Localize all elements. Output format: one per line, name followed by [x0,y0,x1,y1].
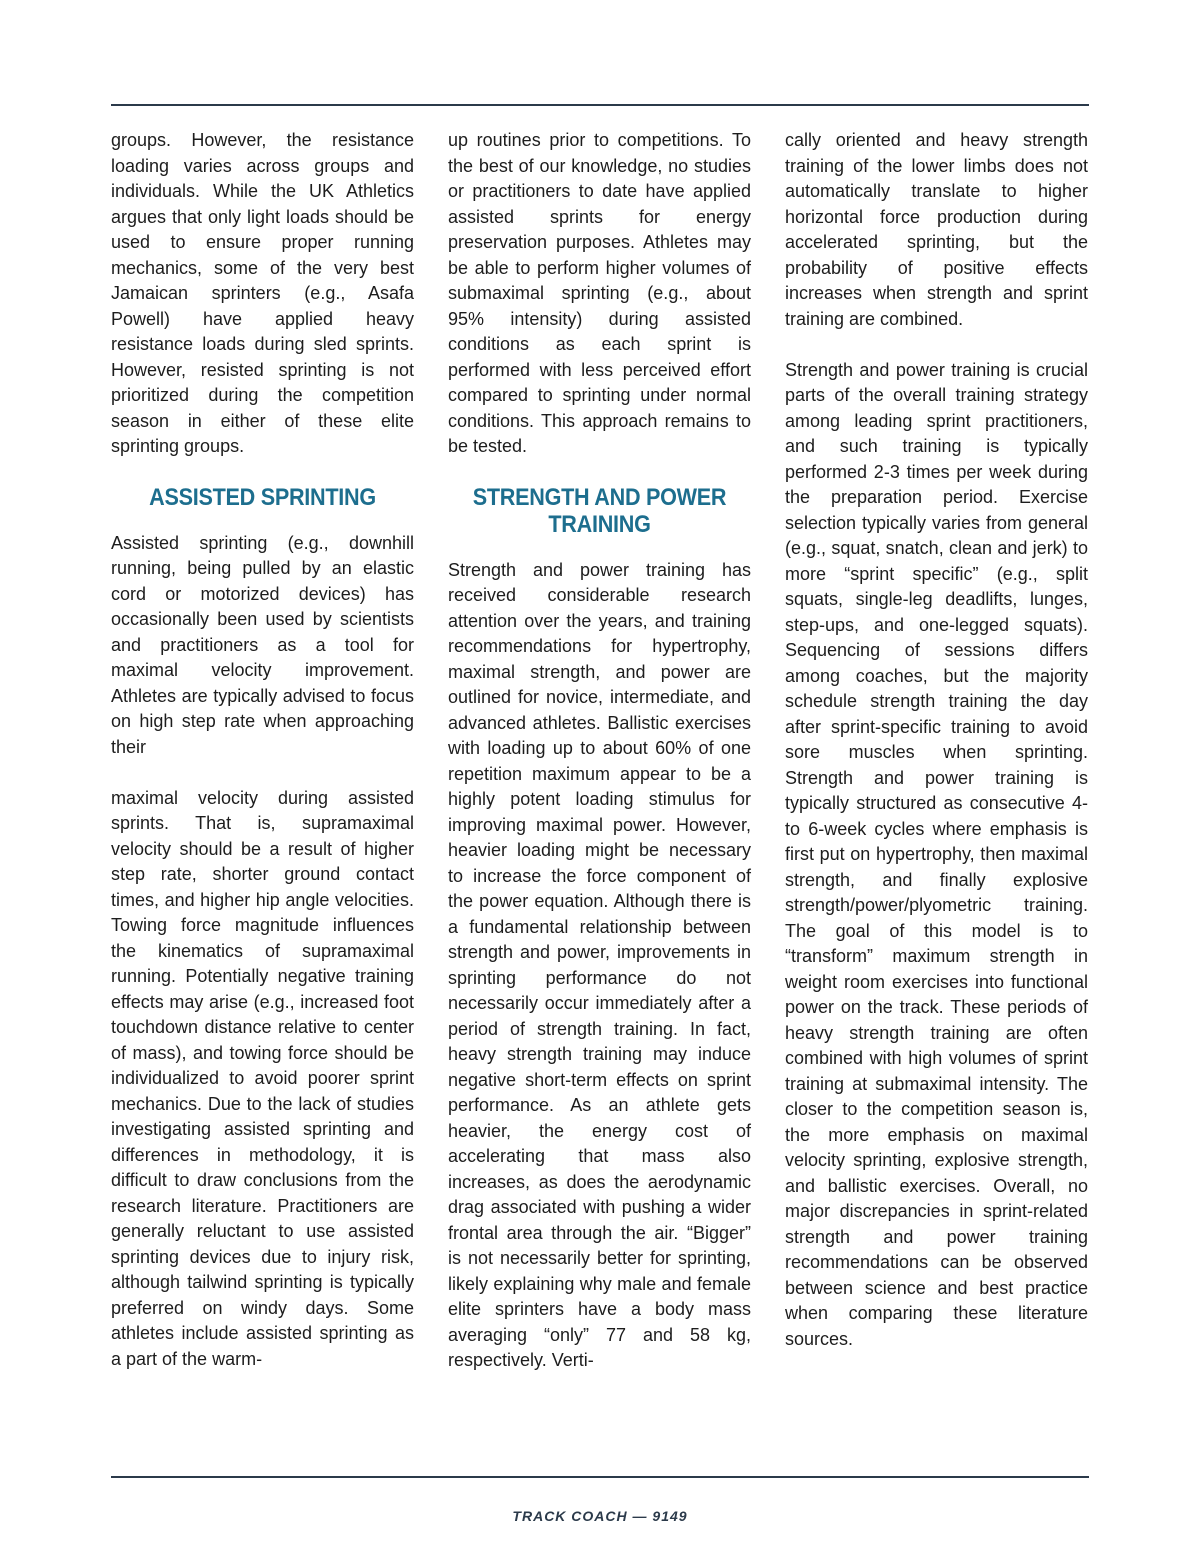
section-heading-strength-and-power-training: STRENGTH AND POWER TRAINING [472,483,727,538]
column2-paragraph-1: up routines prior to competitions. To the best of our knowledge, no studies or practitioners to date have applied assisted sprints for energy preservation purposes. Athletes may be able to perform higher volumes of submaximal sprinting (e.g., about 95% intensity) during assisted conditions as each sprint is performed with less perceived effort compared to sprinting under normal conditions. This approach remains to be tested. [448,130,751,456]
section-heading-assisted-sprinting: ASSISTED SPRINTING [149,483,376,511]
column1-paragraph-2: Assisted sprinting (e.g., downhill running, being pulled by an elastic cord or motorized devices) has occasionally been used by scientists and practitioners as a tool for maximal velocity improvement. Athletes are typically advised to focus on high step rate when approaching their [111,532,414,757]
bottom-rule [111,1476,1089,1478]
article-column-1 [111,128,414,1372]
column3-paragraph-2: Strength and power training is crucial parts of the overall training strategy among leading sprint practitioners, and such training is typically performed 2-3 times per week during the preparation period. Exercise selection typically varies from general (e.g., squat, snatch, clean and jerk) to more “sprint specific” (e.g., split squats, single-leg deadlifts, lunges, step-ups, and one-legged squats). Sequencing of sessions differs among coaches, but the majority schedule strength training the day after sprint-specific training to avoid sore muscles when sprinting. Strength and power training is typically structured as consecutive 4- to 6-week cycles where emphasis is first put on hypertrophy, then maximal strength, and finally explosive strength/power/plyometric training. The goal of this model is to “transform” maximum strength in weight room exercises into functional power on the track. These periods of heavy strength training are often combined with high volumes of sprint training at submaximal intensity. The closer to the competition season is, the more emphasis on maximal velocity sprinting, explosive strength, and ballistic exercises. Overall, no major discrepancies in sprint-related strength and power training recommendations can be observed between science and best practice when comparing these literature sources. [785,359,1088,1349]
page-footer: TRACK COACH — 9149 [512,1508,688,1524]
top-rule [111,104,1089,106]
column1-paragraph-1: groups. However, the resistance loading varies across groups and individuals. While the UK Athletics argues that only light loads should be used to ensure proper running mechanics, some of the very best Jamaican sprinters (e.g., Asafa Powell) have applied heavy resistance loads during sled sprints. However, resisted sprinting is not prioritized during the competition season in either of these elite sprinting groups. [111,130,414,456]
column1-paragraph-3: maximal velocity during assisted sprints. That is, supramaximal velocity should be a result of higher step rate, shorter ground contact times, and higher hip angle velocities. Towing force magnitude influences the kinematics of supramaximal running. Potentially negative training effects may arise (e.g., increased foot touchdown distance relative to center of mass), and towing force should be individualized to avoid poorer sprint mechanics. Due to the lack of studies investigating assisted sprinting and differences in methodology, it is difficult to draw conclusions from the research literature. Practitioners are generally reluctant to use assisted sprinting devices due to injury risk, although tailwind sprinting is typically preferred on windy days. Some athletes include assisted sprinting as a part of the warm- [111,787,414,1369]
column3-paragraph-1: cally oriented and heavy strength training of the lower limbs does not automatically translate to higher horizontal force production during accelerated sprinting, but the probability of positive effects increases when strength and sprint training are combined. [785,130,1088,329]
article-column-3 [785,128,1088,1352]
column2-paragraph-2: Strength and power training has received considerable research attention over the years, and training recommendations for hypertrophy, maximal strength, and power are outlined for novice, intermediate, and advanced athletes. Ballistic exercises with loading up to about 60% of one repetition maximum appear to be a highly potent loading stimulus for improving maximal power. However, heavier loading might be necessary to increase the force component of the power equation. Although there is a fundamental relationship between strength and power, improvements in sprinting performance do not necessarily occur immediately after a period of strength training. In fact, heavy strength training may induce negative short-term effects on sprint performance. As an athlete gets heavier, the energy cost of accelerating that mass also increases, as does the aerodynamic drag associated with pushing a wider frontal area through the air. “Bigger” is not necessarily better for sprinting, likely explaining why male and female elite sprinters have a body mass averaging “only” 77 and 58 kg, respectively. Verti- [448,559,751,1370]
article-column-2 [448,128,751,1374]
